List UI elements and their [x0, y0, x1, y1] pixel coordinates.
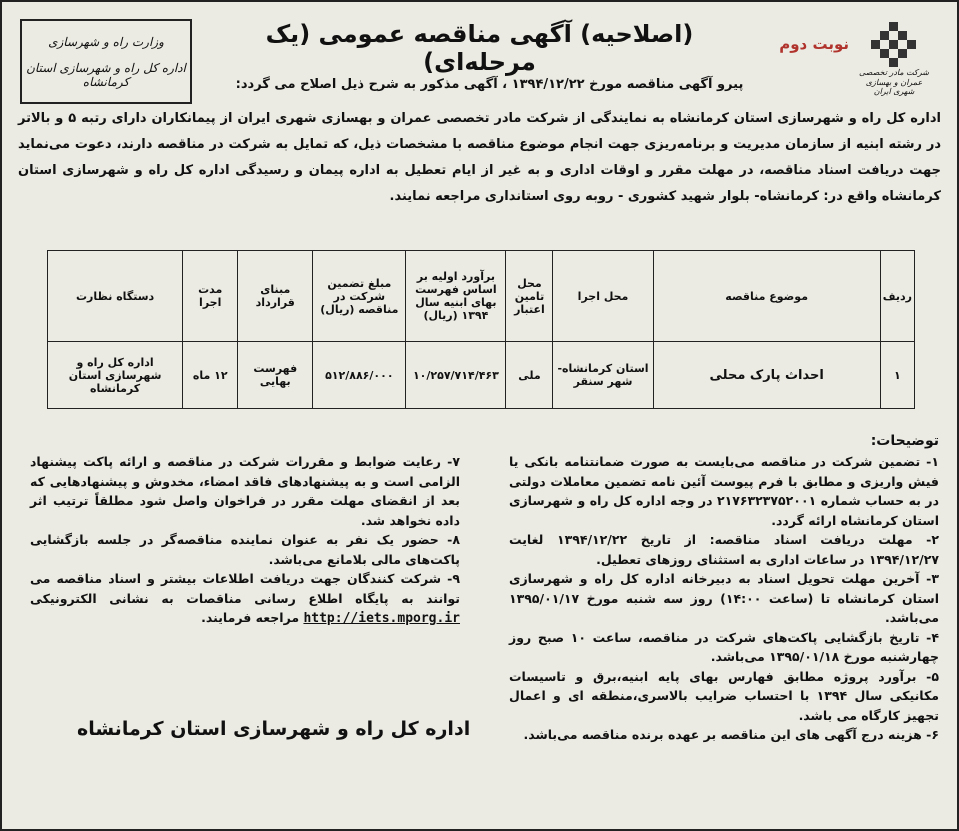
- cell-supervisor: اداره کل راه و شهرسازی استان کرمانشاه: [48, 342, 183, 409]
- cell-funding: ملی: [506, 342, 553, 409]
- note-item: ۳- آخرین مهلت تحویل اسناد به دبیرخانه اداره کل راه و شهرسازی استان کرمانشاه تا (ساعت ۱۴:۰۰) روز سه شنبه مورخ ۱۳۹۵/۰۱/۱۷ می‌باشد.: [509, 571, 939, 625]
- logo: [855, 22, 933, 114]
- table-header-row: [48, 251, 915, 342]
- note-item: ۶- هزینه درج آگهی های این مناقصه بر عهده برنده مناقصه می‌باشد.: [523, 727, 939, 742]
- note-item: ۴- تاریخ بازگشایی پاکت‌های شرکت در مناقصه، ساعت ۱۰ صبح روز چهارشنبه مورخ ۱۳۹۵/۰۱/۱۸ می‌باشد.: [509, 629, 939, 664]
- header-location: محل اجرا: [553, 251, 653, 342]
- header-subject: موضوع مناقصه: [653, 251, 880, 342]
- agency-line-1: وزارت راه و شهرسازی: [48, 34, 164, 49]
- logo-caption: شرکت مادر تخصصی عمران و بهسازی شهری ایران: [859, 68, 929, 97]
- cell-duration: ۱۲ ماه: [183, 342, 238, 409]
- agency-box: [20, 19, 192, 104]
- grid-logo-icon: [871, 22, 917, 68]
- cell-contract-basis: فهرست بهایی: [238, 342, 313, 409]
- tender-table: [47, 250, 915, 409]
- header-supervisor: دستگاه نظارت: [48, 251, 183, 342]
- notes-right-column: [509, 452, 939, 745]
- header-estimate: برآورد اولیه بر اساس فهرست بهای ابنیه سال ۱۳۹۴ (ریال): [406, 251, 506, 342]
- note-item-text: ۹- شرکت کنندگان جهت دریافت اطلاعات بیشتر و اسناد مناقصه می توانند به پایگاه اطلاع رسانی مناقصات به نشانی الکترونیکی: [30, 571, 460, 606]
- cell-row-number: ۱: [880, 342, 914, 409]
- website-link[interactable]: http://iets.mporg.ir: [303, 611, 460, 626]
- cell-location: استان کرمانشاه- شهر سنقر: [553, 342, 653, 409]
- cell-guarantee: ۵۱۲/۸۸۶/۰۰۰: [313, 342, 406, 409]
- footer-signature: اداره کل راه و شهرسازی استان کرمانشاه: [77, 718, 471, 740]
- note-item: ۸- حضور یک نفر به عنوان نماینده مناقصه‌گر در جلسه بازگشایی پاکت‌های مالی بلامانع می‌باشد.: [30, 532, 460, 567]
- note-item: ۲- مهلت دریافت اسناد مناقصه: از تاریخ ۱۳۹۴/۱۲/۲۲ لغایت ۱۳۹۴/۱۲/۲۷ در ساعات اداری به استثنای روزهای تعطیل.: [509, 532, 939, 567]
- cell-estimate: ۱۰/۲۵۷/۷۱۴/۴۶۳: [406, 342, 506, 409]
- ad-title: (اصلاحیه) آگهی مناقصه عمومی (یک مرحله‌ای): [265, 20, 694, 76]
- note-item: ۵- برآورد پروژه مطابق فهارس بهای پایه ابنیه،برق و تاسیسات مکانیکی سال ۱۳۹۴ با احتساب ضرایب بالاسری،منطقه ای و اعمال تجهیز کارگاه می باشد.: [509, 668, 940, 723]
- note-item-suffix: مراجعه فرمایند.: [201, 610, 300, 625]
- header-contract-basis: مبنای قرارداد: [238, 251, 313, 342]
- header-guarantee: مبلغ تضمین شرکت در مناقصه (ریال): [313, 251, 406, 342]
- agency-line-2: اداره کل راه و شهرسازی استان کرمانشاه: [26, 60, 186, 89]
- header-funding: محل تامین اعتبار: [506, 251, 553, 342]
- note-item: ۱- تضمین شرکت در مناقصه می‌بایست به صورت ضمانتنامه بانکی یا فیش واریزی و مطابق با فرم پیوست آئین نامه تضمین معاملات دولتی در به حساب شماره ۲۱۷۶۳۲۳۷۵۲۰۰۱ در وجه اداره کل راه و شهرسازی استان کرمانشاه ارائه گردد.: [509, 454, 939, 528]
- cell-subject: احداث پارک محلی: [653, 342, 880, 409]
- header-duration: مدت اجرا: [183, 251, 238, 342]
- table-row: [48, 342, 915, 409]
- note-item: [30, 569, 460, 629]
- header-row-number: ردیف: [880, 251, 914, 342]
- ad-subtitle: پیرو آگهی مناقصه مورخ ۱۳۹۴/۱۲/۲۲ ، آگهی مذکور به شرح ذیل اصلاح می گردد:: [235, 77, 744, 92]
- intro-paragraph: اداره کل راه و شهرسازی استان کرمانشاه به نمایندگی از شرکت مادر تخصصی عمران و بهسازی شهری ایران از پیمانکاران دارای رتبه ۵ و بالاتر در رشته ابنیه از سازمان مدیریت و برنامه‌ریزی جهت انجام موضوع مناقصه با مشخصات ذیل، که تمایل به شرکت در مناقصه دارند، دعوت می‌نماید جهت دریافت اسناد مناقصه، در مهلت مقرر و اوقات اداری و به غیر از ایام تعطیل به اداره پیمان و رسیدگی اداره کل راه و شهرسازی استان کرمانشاه واقع در: کرمانشاه- بلوار شهید کشوری - روبه روی استانداری مراجعه نمایند.: [18, 111, 941, 204]
- edition-label: نوبت دوم: [779, 35, 849, 53]
- notes-left-column: [30, 452, 460, 629]
- note-item: ۷- رعایت ضوابط و مقررات شرکت در مناقصه و ارائه پاکت پیشنهاد الزامی است و به پیشنهادهای فاقد امضاء، مخدوش و پیشنهادهایی که بعد از انقضای مهلت مقرر در فراخوان واصل شود مطلقاً ترتیب اثر داده نخواهد شد.: [30, 454, 460, 528]
- notes-title: توضیحات:: [870, 433, 939, 449]
